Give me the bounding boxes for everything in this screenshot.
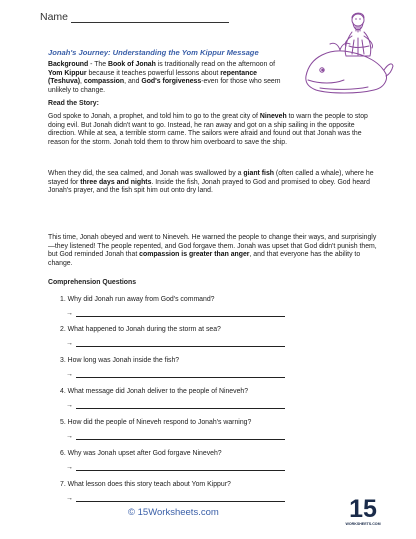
jonah-whale-illustration xyxy=(300,4,394,97)
story-paragraph-2: When they did, the sea calmed, and Jonah was swallowed by a giant fish (often called a whale), where he stayed for three days and nights. Inside the fish, Jonah prayed to God and promised to obey. God heard Jonah's prayer, and the fish spit him out onto dry land. xyxy=(48,170,374,195)
answer-line-7[interactable] xyxy=(66,495,285,502)
story-paragraph-3: This time, Jonah obeyed and went to Nineveh. He warned the people to change their ways, and surprisingly—they listened! The people repented, and God forgave them. Jonah was upset that God didn't punish them, but God reminded Jonah that compassion is greater than anger, and that everyone has the ability to change. xyxy=(48,234,377,267)
arrow-icon: → xyxy=(66,433,73,440)
arrow-icon: → xyxy=(66,464,73,471)
questions-heading: Comprehension Questions xyxy=(48,279,137,286)
question-3: 3. How long was Jonah inside the fish? xyxy=(60,357,180,364)
worksheet-title: Jonah's Journey: Understanding the Yom Kippur Message xyxy=(48,48,259,57)
arrow-icon: → xyxy=(66,310,73,317)
answer-line-3[interactable] xyxy=(66,371,285,378)
read-story-heading: Read the Story: xyxy=(48,100,99,107)
logo-number: 15 xyxy=(349,495,377,523)
arrow-icon: → xyxy=(66,371,73,378)
question-5: 5. How did the people of Nineveh respond to Jonah's warning? xyxy=(60,419,252,426)
answer-line-6[interactable] xyxy=(66,464,285,471)
name-label: Name xyxy=(40,11,69,23)
logo-text: WORKSHEETS.COM xyxy=(345,522,381,526)
answer-line-2[interactable] xyxy=(66,340,285,347)
arrow-icon: → xyxy=(66,495,73,502)
answer-line-4[interactable] xyxy=(66,402,285,409)
footer-copyright[interactable]: © 15Worksheets.com xyxy=(128,507,219,518)
arrow-icon: → xyxy=(66,340,73,347)
background-paragraph: Background - The Book of Jonah is traditionally read on the afternoon of Yom Kippur because it teaches powerful lessons about repentance (Teshuva), compassion, and God's forgiveness-even for those who seem unlikely to change. xyxy=(48,61,281,94)
question-7: 7. What lesson does this story teach about Yom Kippur? xyxy=(60,481,231,488)
question-6: 6. Why was Jonah upset after God forgave Nineveh? xyxy=(60,450,222,457)
worksheets-logo xyxy=(345,492,381,528)
question-4: 4. What message did Jonah deliver to the people of Nineveh? xyxy=(60,388,249,395)
name-underline xyxy=(71,13,229,23)
answer-line-1[interactable] xyxy=(66,310,285,317)
name-field[interactable] xyxy=(40,11,229,23)
answer-line-5[interactable] xyxy=(66,433,285,440)
question-2: 2. What happened to Jonah during the storm at sea? xyxy=(60,326,221,333)
question-1: 1. Why did Jonah run away from God's command? xyxy=(60,296,215,303)
background-label: Background xyxy=(48,61,89,68)
story-paragraph-1: God spoke to Jonah, a prophet, and told him to go to the great city of Nineveh to warn the people to stop doing evil. But Jonah didn't want to go. Instead, he ran away and got on a ship sailing in the opposite direction. While at sea, a terrible storm came. The sailors were afraid and found out that Jonah was the reason for the storm. Jonah told them to throw him overboard to save the ship. xyxy=(48,113,368,146)
arrow-icon: → xyxy=(66,402,73,409)
